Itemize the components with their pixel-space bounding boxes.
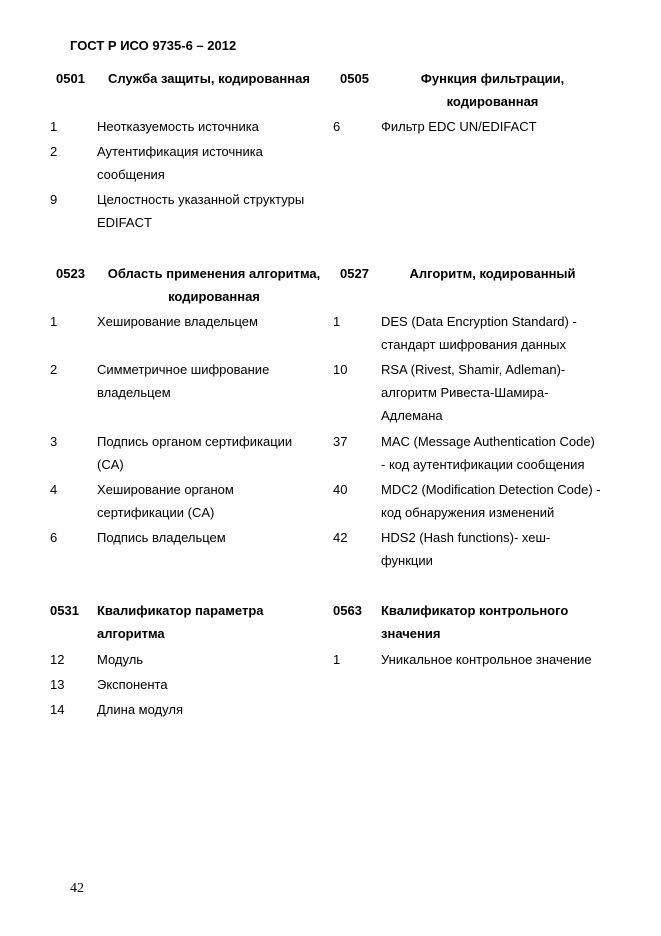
section-code: 0505	[340, 71, 369, 86]
section-code: 0531	[50, 603, 79, 618]
item-text: EDIFACT	[97, 215, 152, 230]
section-title: Служба защиты, кодированная	[108, 71, 310, 86]
item-text: Модуль	[97, 652, 144, 667]
item-text: Адлемана	[381, 408, 443, 423]
item-text: Хеширование владельцем	[97, 314, 258, 329]
page-number: 42	[70, 881, 84, 896]
section-title-line: алгоритма	[97, 626, 165, 641]
item-text: RSA (Rivest, Shamir, Adleman)-	[381, 362, 566, 377]
item-text: HDS2 (Hash functions)- хеш-	[381, 530, 551, 545]
item-code: 1	[333, 652, 341, 667]
item-code: 2	[50, 144, 58, 159]
document-header: ГОСТ Р ИСО 9735-6 – 2012	[70, 38, 237, 53]
item-text: Аутентификация источника	[97, 144, 263, 159]
item-text: функции	[381, 553, 433, 568]
section-title: Алгоритм, кодированный	[409, 266, 576, 281]
item-code: 2	[50, 362, 58, 377]
item-text: Хеширование органом	[97, 482, 234, 497]
item-code: 42	[333, 530, 348, 545]
item-text: Уникальное контрольное значение	[381, 652, 592, 667]
section-code: 0523	[56, 266, 85, 281]
item-text: алгоритм Ривеста-Шамира-	[381, 385, 549, 400]
item-code: 9	[50, 192, 58, 207]
item-text: Неотказуемость источника	[97, 119, 259, 134]
section-title-line: значения	[381, 626, 441, 641]
item-code: 4	[50, 482, 58, 497]
item-text: Подпись владельцем	[97, 530, 226, 545]
item-code: 10	[333, 362, 348, 377]
item-text: MDC2 (Modification Detection Code) -	[381, 482, 601, 497]
item-text: Длина модуля	[97, 702, 183, 717]
item-text: код обнаружения изменений	[381, 505, 555, 520]
item-text: стандарт шифрования данных	[381, 337, 566, 352]
item-code: 1	[333, 314, 341, 329]
section-title-line: кодированная	[168, 289, 260, 304]
item-text: сообщения	[97, 167, 165, 182]
item-text: (CA)	[97, 457, 124, 472]
item-text: Экспонента	[97, 677, 168, 692]
item-code: 1	[50, 314, 58, 329]
item-code: 6	[50, 530, 58, 545]
section-title-line: Квалификатор параметра	[97, 603, 264, 618]
section-code: 0563	[333, 603, 362, 618]
section-code: 0501	[56, 71, 85, 86]
item-text: сертификации (CA)	[97, 505, 215, 520]
item-code: 40	[333, 482, 348, 497]
item-text: Фильтр EDC UN/EDIFACT	[381, 119, 537, 134]
item-text: владельцем	[97, 385, 171, 400]
section-code: 0527	[340, 266, 369, 281]
item-code: 14	[50, 702, 65, 717]
item-code: 12	[50, 652, 65, 667]
item-text: DES (Data Encryption Standard) -	[381, 314, 577, 329]
item-code: 37	[333, 434, 348, 449]
section-title-line: Квалификатор контрольного	[381, 603, 569, 618]
item-text: MAC (Message Authentication Code)	[381, 434, 595, 449]
item-text: - код аутентификации сообщения	[381, 457, 585, 472]
item-text: Подпись органом сертификации	[97, 434, 293, 449]
item-text: Симметричное шифрование	[97, 362, 270, 377]
item-code: 3	[50, 434, 58, 449]
item-text: Целостность указанной структуры	[97, 192, 305, 207]
item-code: 6	[333, 119, 341, 134]
item-code: 1	[50, 119, 58, 134]
section-title-line: Область применения алгоритма,	[107, 266, 321, 281]
item-code: 13	[50, 677, 65, 692]
section-title-line: кодированная	[446, 94, 539, 109]
section-title-line: Функция фильтрации,	[420, 71, 565, 86]
